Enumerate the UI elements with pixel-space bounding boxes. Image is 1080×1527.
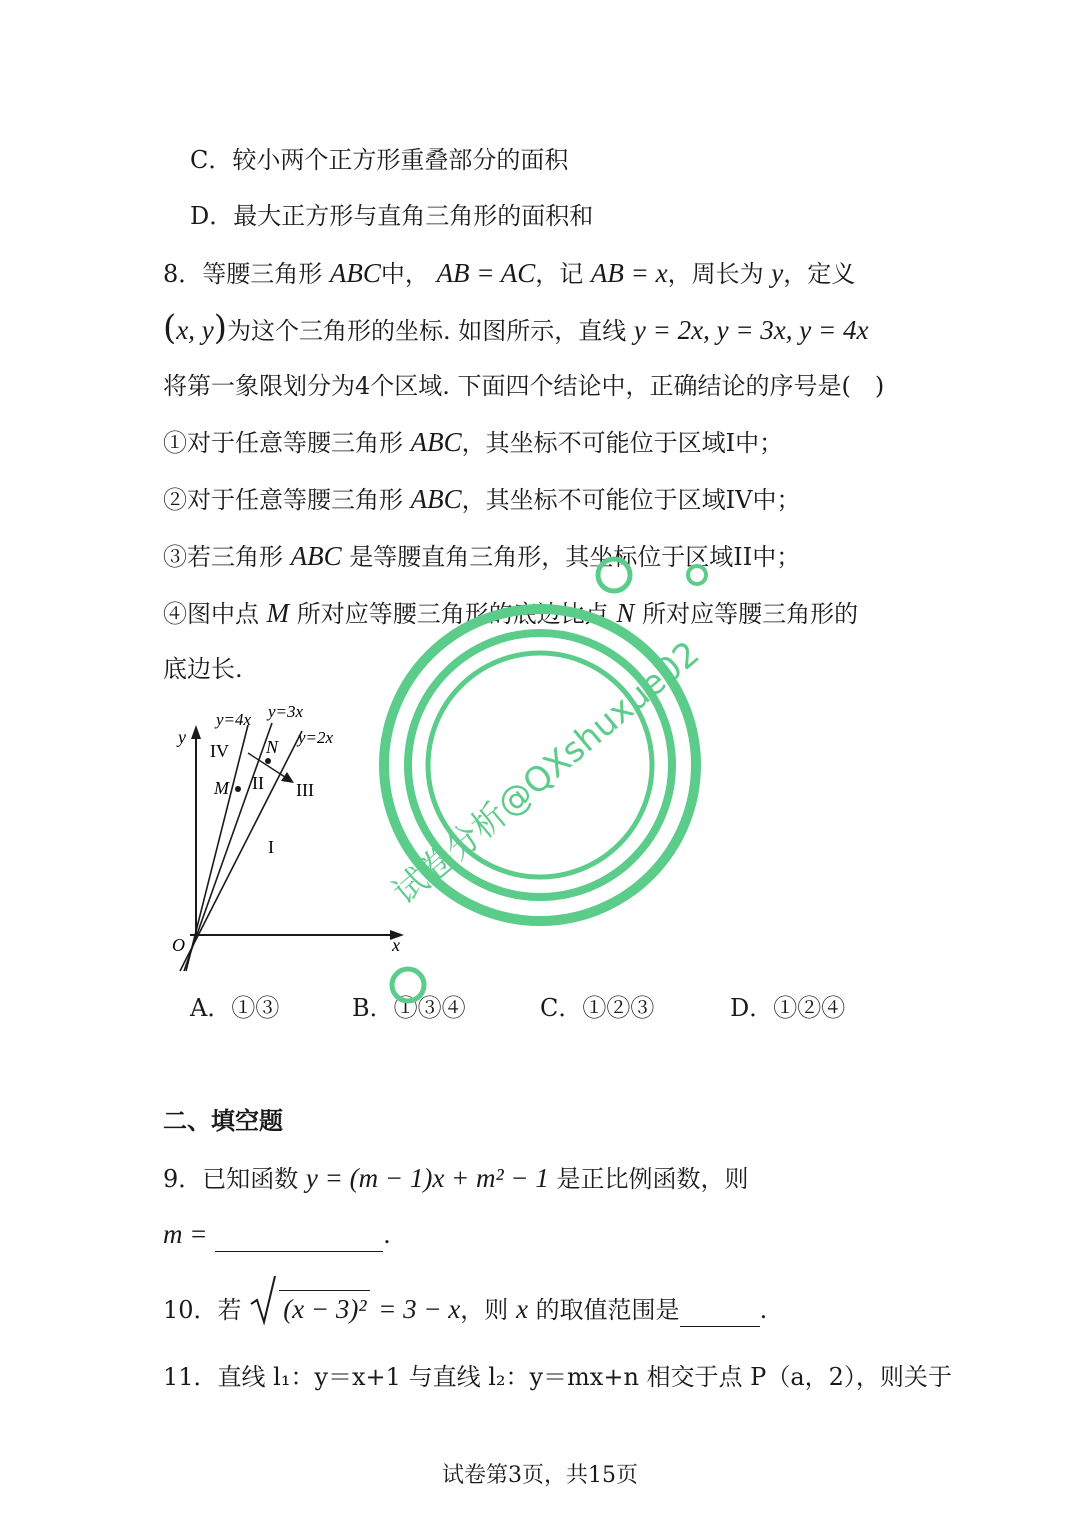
- point-n-label: N: [616, 598, 635, 628]
- q8-line1: [163, 257, 855, 290]
- sqrt-expression: [249, 1290, 370, 1326]
- q8-text: ，定义: [783, 260, 856, 288]
- region-iv-label: IV: [210, 741, 229, 761]
- statement-text: ④图中点: [163, 600, 259, 628]
- point-m: [235, 786, 241, 792]
- q9-line2: m = .: [163, 1218, 391, 1252]
- q8-lines-eq: y = 2x, y = 3x, y = 4x: [633, 315, 869, 345]
- watermark-text: 试卷分析@QXshuxue02: [385, 633, 708, 913]
- point-m-label: M: [214, 778, 229, 798]
- option-c-prev: C．较小两个正方形重叠部分的面积: [190, 146, 569, 174]
- axis-y-label: y: [178, 727, 186, 747]
- q10-rhs: = 3 − x: [378, 1294, 461, 1324]
- q8-abc: ABC: [410, 484, 462, 514]
- q8-y: y: [771, 258, 784, 288]
- statement-text: ③若三角形: [163, 543, 283, 571]
- q11-line1: 11．直线 l₁：y＝x+1 与直线 l₂：y＝mx+n 相交于点 P（a，2），则关于: [163, 1363, 952, 1391]
- axis-x-label: x: [392, 935, 400, 955]
- q10-line: 10．若 (x − 3)² = 3 − x，则 x 的取值范围是 .: [163, 1290, 767, 1327]
- region-iii-label: III: [296, 780, 314, 800]
- q8-abc: ABC: [290, 541, 342, 571]
- label-y4x: y=4x: [216, 710, 252, 729]
- statement-text: 所对应等腰三角形的底边比点: [296, 600, 609, 628]
- point-m-label: M: [266, 598, 290, 628]
- section-2-title: 二、填空题: [163, 1106, 283, 1135]
- label-y3x: y=3x: [268, 702, 304, 721]
- region-ii-label: II: [252, 773, 264, 793]
- q8-text: ，周长为: [667, 260, 764, 288]
- q8-option-c[interactable]: C．①②③: [540, 994, 655, 1022]
- statement-text: ，其坐标不可能位于区域IV中；: [461, 486, 801, 514]
- q8-ab-eq-ac: AB = AC: [436, 258, 536, 288]
- q10-x: x: [515, 1294, 528, 1324]
- y-axis-arrow: [191, 725, 201, 739]
- q10-mid: ，则: [460, 1296, 509, 1324]
- q8-line2: (x, y)为这个三角形的坐标. 如图所示，直线 y = 2x, y = 3x, y = 4x: [163, 308, 869, 348]
- statement-text: ，其坐标不可能位于区域I中；: [461, 429, 784, 457]
- q8-ab-eq-x: AB = x: [590, 258, 668, 288]
- q8-statement-1: [163, 426, 783, 459]
- statement-text: ②对于任意等腰三角形: [163, 486, 403, 514]
- arrow-n-iii-head: [281, 772, 294, 783]
- q8-statement-2: [163, 483, 800, 516]
- q8-option-d[interactable]: D．①②④: [730, 994, 846, 1022]
- q9-prefix: 9．已知函数: [163, 1165, 299, 1193]
- point-n-label: N: [266, 737, 279, 757]
- q9-answer-blank[interactable]: [215, 1219, 383, 1252]
- q8-option-a[interactable]: A．①③: [190, 994, 280, 1022]
- q8-statement-4: [163, 597, 858, 630]
- label-y2x: y=2x: [298, 728, 334, 747]
- q8-abc: ABC: [329, 258, 381, 288]
- option-d-prev: D．最大正方形与直角三角形的面积和: [190, 202, 594, 230]
- q10-answer-blank[interactable]: [680, 1294, 760, 1327]
- region-figure: [160, 695, 420, 985]
- q8-line3: 将第一象限划分为4个区域. 下面四个结论中，正确结论的序号是( ): [163, 372, 885, 400]
- sqrt-sign: [249, 1276, 277, 1326]
- q8-text: 中，: [380, 260, 429, 288]
- q9-formula: y = (m − 1)x + m² − 1: [305, 1163, 549, 1193]
- page-footer: 试卷第3页，共15页: [442, 1463, 638, 1488]
- q8-abc: ABC: [410, 427, 462, 457]
- q10-radicand: (x − 3)²: [279, 1290, 370, 1325]
- q8-statement-3: [163, 540, 800, 573]
- statement-text: 所对应等腰三角形的: [642, 600, 859, 628]
- statement-text: 是等腰直角三角形，其坐标位于区域II中；: [349, 543, 801, 571]
- q9-line1: [163, 1162, 748, 1195]
- q8-number: 8．等腰三角形: [163, 260, 323, 288]
- region-i-label: I: [268, 837, 274, 857]
- q8-text: 为这个三角形的坐标. 如图所示，直线: [227, 317, 627, 345]
- q8-option-b[interactable]: B．①③④: [352, 994, 466, 1022]
- q10-prefix: 10．若: [163, 1296, 242, 1324]
- q9-answer-prefix: m =: [163, 1219, 208, 1249]
- q8-coord: x, y: [176, 315, 214, 345]
- q9-suffix: 是正比例函数，则: [556, 1165, 749, 1193]
- q10-suffix: 的取值范围是: [535, 1296, 680, 1324]
- statement-text: ①对于任意等腰三角形: [163, 429, 403, 457]
- q8-statement-4-cont: 底边长.: [163, 655, 243, 683]
- point-n: [265, 758, 271, 764]
- origin-label: O: [172, 935, 185, 955]
- q8-text: ，记: [535, 260, 584, 288]
